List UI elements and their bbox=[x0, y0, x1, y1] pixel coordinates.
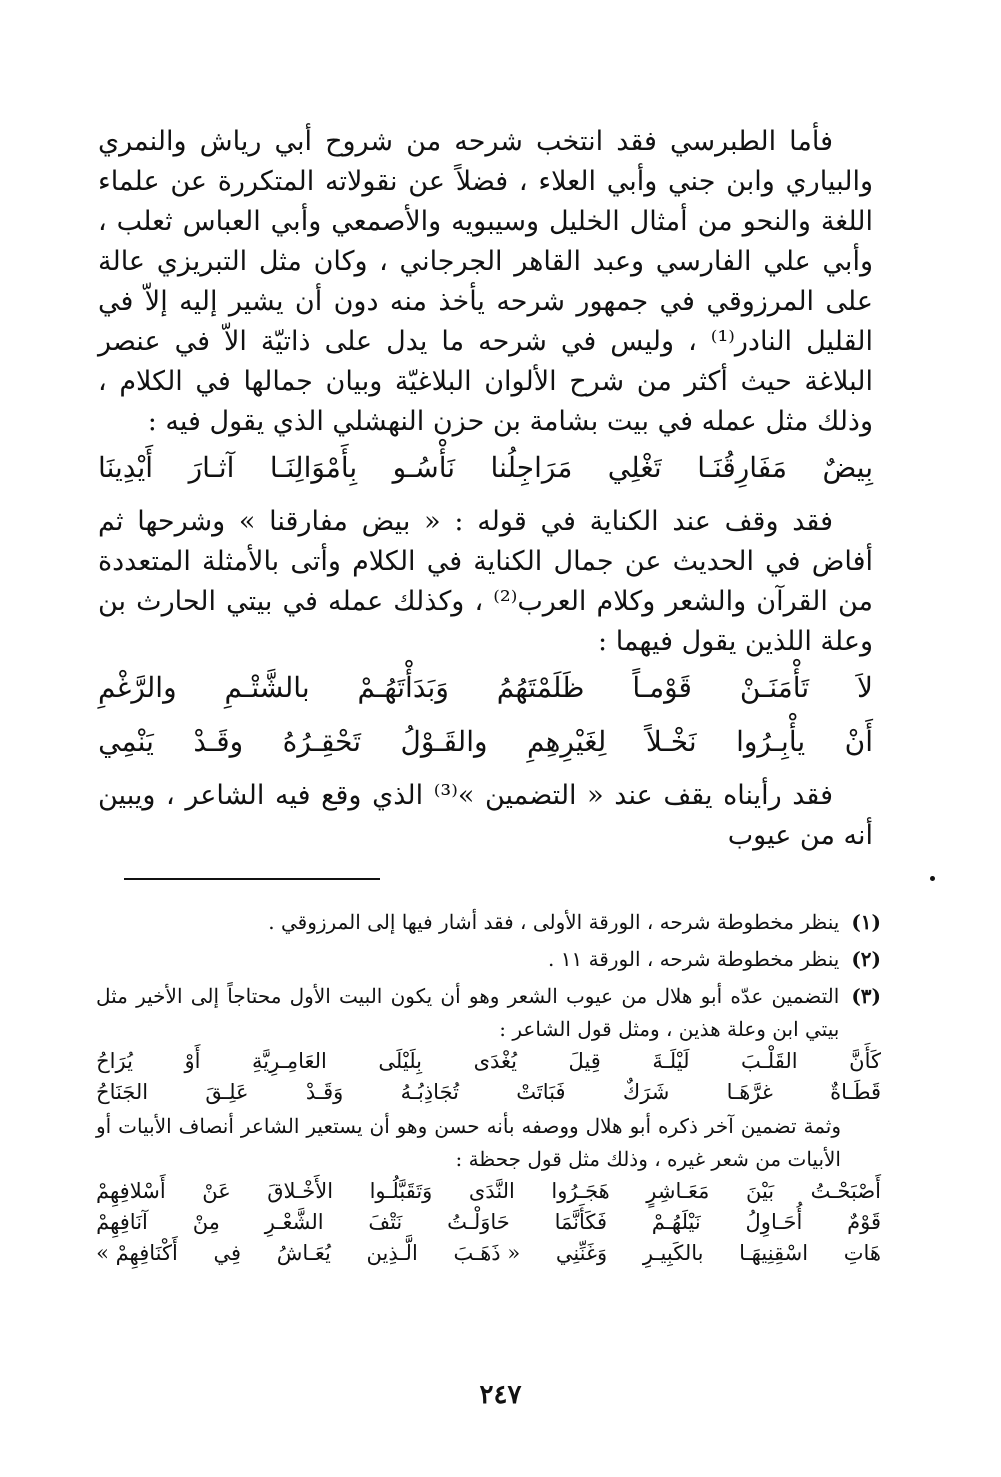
margin-dot bbox=[930, 876, 935, 881]
paragraph-2: فقد وقف عند الكناية في قوله : « بيض مفارقنا » وشرحها ثم أفاض في الحديث عن جمال الكناية في الكلام وأتى بالأمثلة المتعددة من القرآن والشعر وكلام العرب⁽²⁾ ، وكذلك عمله في بيتي الحارث بن وعلة اللذين يقول فيهما : bbox=[98, 506, 873, 657]
verse-word: بِيضٌ bbox=[822, 451, 873, 484]
footnote-verse bbox=[96, 1176, 881, 1207]
verse-word: أَكْنَافِهِمْ » bbox=[96, 1241, 178, 1265]
verse-word: الشَّعْـرِ bbox=[264, 1210, 324, 1234]
verse-word: الأَخْـلاقَ bbox=[267, 1179, 334, 1203]
footnote-number: (١) bbox=[851, 910, 881, 934]
footnote-text: ينظر مخطوطة شرحه ، الورقة الأولى ، فقد أشار فيها إلى المرزوقي . bbox=[268, 910, 840, 934]
verse-word: بِلَيْلَى bbox=[378, 1049, 423, 1073]
footnote-text: وثمة تضمين آخر ذكره أبو هلال ووصفه بأنه حسن وهو أن يستعير الشاعر أنصاف الأبيات أو الأبيات من شعر غيره ، وذلك مثل قول جحظة : bbox=[96, 1114, 841, 1171]
verse-word: تَأْمَنَـنْ bbox=[739, 671, 810, 704]
verse-word: بالشَّتْـمِ bbox=[224, 671, 310, 704]
verse-word: غرَّهَـا bbox=[726, 1080, 773, 1104]
verse-word: مَرَاجِلُنا bbox=[490, 451, 573, 484]
verse-word: ظَلَمْتَهُمُ bbox=[496, 671, 585, 704]
verse-word: يُعَـاشُ bbox=[276, 1241, 331, 1265]
verse-word: لاَ bbox=[857, 671, 873, 704]
verse-word: يُغْدَى bbox=[473, 1049, 517, 1073]
verse-word: فَكَأَنَّمَا bbox=[554, 1210, 607, 1234]
verse-word: أُحَـاوِلُ bbox=[745, 1210, 803, 1234]
verse-word: وَتَقَبَّلُـوا bbox=[369, 1179, 433, 1203]
verse-word: تَغْلِي bbox=[607, 451, 662, 484]
verse-word: الجَنَاحُ bbox=[96, 1080, 149, 1104]
verse-harith-1 bbox=[98, 668, 873, 708]
verse-word: أَوْ bbox=[184, 1049, 201, 1073]
verse-word: أَصْبَحْـتُ bbox=[810, 1179, 881, 1203]
verse-word: يأْبِـرُوا bbox=[736, 725, 806, 758]
footnote-verse bbox=[96, 1207, 881, 1238]
verse-harith-2 bbox=[98, 722, 873, 762]
verse-word: والقَـوْلُ bbox=[400, 725, 488, 758]
paragraph-3: فقد رأيناه يقف عند « التضمين »⁽³⁾ الذي وقع فيه الشاعر ، ويبين أنه من عيوب bbox=[98, 780, 873, 851]
verse-word: آثـارَ bbox=[188, 451, 235, 484]
verse-word: قَوْمـاً bbox=[632, 671, 692, 704]
footnote-verse bbox=[96, 1077, 881, 1108]
footnote-verse bbox=[96, 1046, 881, 1077]
verse-word: فَبَاتَتْ bbox=[516, 1080, 566, 1104]
verse-word: لِغَيْرِهِمِ bbox=[527, 725, 607, 758]
verse-word: بالكَبِيـرِ bbox=[642, 1241, 704, 1265]
verse-word: قَطَـاةٌ bbox=[830, 1080, 881, 1104]
verse-word: يَنْمِي bbox=[98, 725, 154, 758]
paragraph-1: فأما الطبرسي فقد انتخب شرحه من شروح أبي رياش والنمري والبياري وابن جني وأبي العلاء ، فضلاً عن نقولاته المتكررة عن علماء اللغة والنحو من أمثال الخليل وسيبويه والأصمعي وأبي العباس ثعلب ، وأبي علي الفارسي وعبد القاهر الجرجاني ، وكان مثل التبريزي عالة على المرزوقي في جمهور شرحه يأخذ منه دون أن يشير إليه إلاّ في القليل النادر⁽¹⁾ ، وليس في شرحه ما يدل على ذاتيّة الاّ في عنصر البلاغة حيث أكثر من شرح الألوان البلاغيّة وبيان جمالها في الكلام ، وذلك مثل عمله في بيت بشامة بن حزن النهشلي الذي يقول فيه : bbox=[98, 126, 873, 437]
verse-word: مَعَـاشِرٍ bbox=[646, 1179, 710, 1203]
verse-word: أَنْ bbox=[844, 725, 873, 758]
verse-word: عَنْ bbox=[202, 1179, 231, 1203]
page-number: ٢٤٧ bbox=[479, 1380, 522, 1410]
main-text bbox=[98, 122, 873, 856]
verse-word: شَرَكٌ bbox=[622, 1080, 670, 1104]
verse-word: وَغَنِّنِي bbox=[555, 1241, 608, 1265]
verse-word: لَيْلَـةَ bbox=[652, 1049, 690, 1073]
verse-word: نَخْـلاً bbox=[645, 725, 697, 758]
verse-word: مِنْ bbox=[192, 1210, 220, 1234]
verse-word: تُجَاذِبُـهُ bbox=[400, 1080, 459, 1104]
verse-word: عَلِـقَ bbox=[205, 1080, 249, 1104]
verse-word: نَأْسُـو bbox=[392, 451, 456, 484]
verse-word: أَيْدِينَا bbox=[98, 451, 154, 484]
verse-word: نَتْفَ bbox=[368, 1210, 403, 1234]
verse-word: وَقَـدْ bbox=[305, 1080, 344, 1104]
verse-word: قَوْمٌ bbox=[847, 1210, 881, 1234]
footnotes bbox=[96, 906, 881, 1269]
verse-word: وَبَدَأْتَهُـمْ bbox=[357, 671, 449, 704]
footnote-number: (٣) bbox=[851, 984, 881, 1008]
verse-word: وقَـدْ bbox=[193, 725, 244, 758]
verse-word: مَفَارِقُنَـا bbox=[697, 451, 787, 484]
verse-word: تَحْقِـرُهُ bbox=[282, 725, 362, 758]
footnote-2 bbox=[96, 943, 881, 976]
verse-word: قِيلَ bbox=[568, 1049, 601, 1073]
verse-word: اسْقِنِيهَـا bbox=[739, 1241, 809, 1265]
verse-bishama bbox=[98, 448, 873, 488]
verse-word: هَاتِ bbox=[843, 1241, 881, 1265]
verse-word: القَلْـبَ bbox=[741, 1049, 798, 1073]
verse-word: نَيْلَهُـمْ bbox=[651, 1210, 701, 1234]
verse-word: العَامِـرِيَّةِ bbox=[252, 1049, 327, 1073]
verse-word: أَسْلافِهِمْ bbox=[96, 1179, 166, 1203]
verse-word: آنَافِهِمْ bbox=[96, 1210, 148, 1234]
verse-word: « ذَهَـبَ bbox=[453, 1241, 521, 1265]
verse-word: بَيْنَ bbox=[745, 1179, 775, 1203]
verse-word: هَجَـرُوا bbox=[551, 1179, 610, 1203]
verse-word: بِأَمْوَالِنَـا bbox=[269, 451, 358, 484]
footnote-separator bbox=[124, 878, 380, 880]
verse-word: الَّـذِين bbox=[366, 1241, 418, 1265]
footnote-3-body bbox=[96, 980, 839, 1046]
verse-word: حَاوَلْـتُ bbox=[447, 1210, 510, 1234]
footnote-1 bbox=[96, 906, 881, 939]
verse-word: فِي bbox=[213, 1241, 242, 1265]
verse-word: والرَّغْمِ bbox=[98, 671, 177, 704]
verse-word: كَأَنَّ bbox=[849, 1049, 881, 1073]
verse-word: النَّدَى bbox=[468, 1179, 515, 1203]
footnote-text: ينظر مخطوطة شرحه ، الورقة ١١ . bbox=[548, 947, 840, 971]
footnote-3 bbox=[96, 980, 881, 1046]
verse-word: يُرَاحُ bbox=[96, 1049, 133, 1073]
footnote-number: (٢) bbox=[851, 947, 881, 971]
footnote-verse bbox=[96, 1238, 881, 1269]
footnote-text: التضمين عدّه أبو هلال من عيوب الشعر وهو أن يكون البيت الأول محتاجاً إلى الأخير مثل بيتي ابن وعلة هذين ، ومثل قول الشاعر : bbox=[96, 984, 840, 1041]
